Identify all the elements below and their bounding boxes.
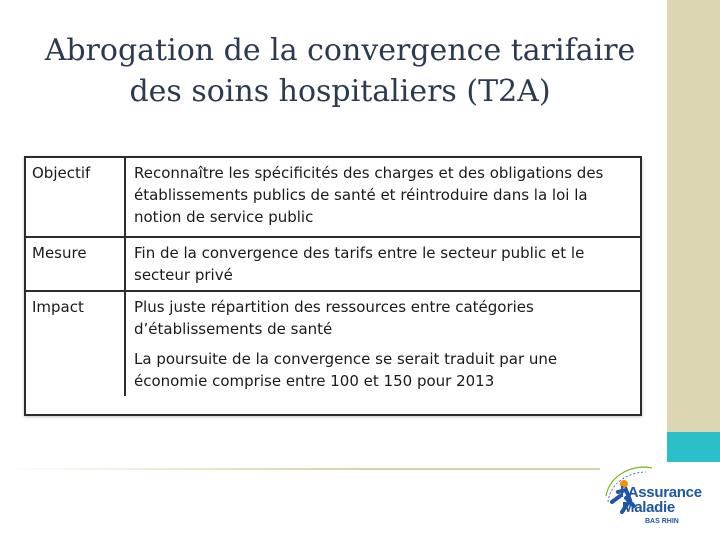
row-label: Objectif	[26, 158, 125, 237]
decorative-side-bar	[667, 0, 720, 432]
row-text: Reconnaître les spécificités des charges et des obligations des établissements publics de santé et réintroduire dans la loi la notion de service public	[134, 164, 604, 226]
logo-text-assurance: l’Assurance	[620, 484, 702, 501]
row-label: Mesure	[26, 237, 125, 291]
row-content	[125, 158, 640, 237]
row-content	[125, 291, 640, 396]
row-content	[125, 237, 640, 291]
logo-text-region: BAS RHIN	[645, 518, 679, 525]
row-text: Fin de la convergence des tarifs entre le secteur public et le secteur privé	[134, 244, 585, 284]
decorative-side-accent	[667, 432, 720, 462]
table-row-impact	[26, 291, 640, 396]
info-table	[24, 156, 642, 416]
slide-title: Abrogation de la convergence tarifaire des soins hospitaliers (T2A)	[44, 33, 636, 109]
footer-divider	[0, 468, 600, 470]
row-label: Impact	[26, 291, 125, 396]
row-text: La poursuite de la convergence se serait traduit par une économie comprise entre 100 et 150 pour 2013	[134, 350, 558, 390]
table-row-objectif	[26, 158, 640, 237]
row-text: Plus juste répartition des ressources entre catégories d’établissements de santé	[134, 298, 534, 338]
table-row-mesure	[26, 237, 640, 291]
logo-text-maladie: Maladie	[622, 499, 675, 516]
